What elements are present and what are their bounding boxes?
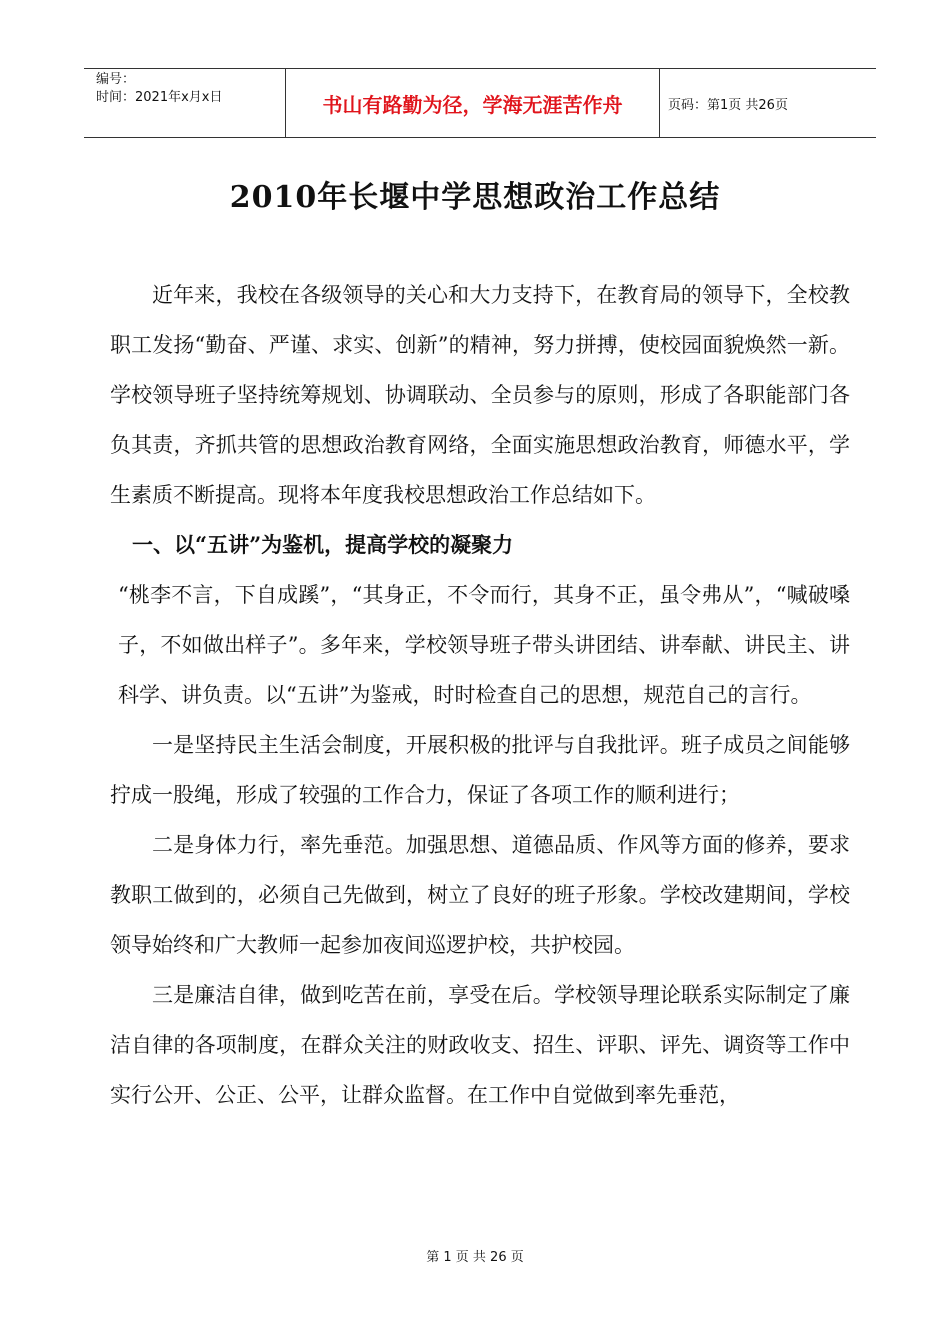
header-meta — [84, 69, 286, 137]
point-three-paragraph: 三是廉洁自律，做到吃苦在前，享受在后。学校领导理论联系实际制定了廉洁自律的各项制度，在群众关注的财政收支、招生、评职、评先、调资等工作中实行公开、公正、公平，让群众监督。在工作中自觉做到率先垂范， — [110, 983, 850, 1107]
time-label: 时间：2021年x月x日 — [96, 90, 223, 105]
page-footer: 第 1 页 共 26 页 — [426, 1250, 524, 1265]
header-page-info: 页码：第1页 共26页 — [668, 97, 788, 113]
page-header — [84, 68, 876, 138]
document-body — [110, 270, 850, 1120]
header-motto: 书山有路勤为径，学海无涯苦作舟 — [286, 69, 660, 137]
quote-paragraph: “桃李不言，下自成蹊”，“其身正，不令而行，其身不正，虽令弗从”，“喊破嗓子，不如做出样子”。多年来，学校领导班子带头讲团结、讲奉献、讲民主、讲科学、讲负责。以“五讲”为鉴戒，时时检查自己的思想，规范自己的言行。 — [118, 583, 850, 707]
document-title: 2010年长堰中学思想政治工作总结 — [229, 180, 721, 215]
number-label: 编号： — [96, 72, 136, 87]
section-heading: 一、以“五讲”为鉴机，提高学校的凝聚力 — [132, 532, 514, 557]
intro-paragraph: 近年来，我校在各级领导的关心和大力支持下，在教育局的领导下，全校教职工发扬“勤奋、严谨、求实、创新”的精神，努力拼搏，使校园面貌焕然一新。学校领导班子坚持统筹规划、协调联动、全员参与的原则，形成了各职能部门各负其责，齐抓共管的思想政治教育网络，全面实施思想政治教育，师德水平，学生素质不断提高。现将本年度我校思想政治工作总结如下。 — [110, 283, 850, 507]
point-two-paragraph: 二是身体力行，率先垂范。加强思想、道德品质、作风等方面的修养，要求教职工做到的，必须自己先做到，树立了良好的班子形象。学校改建期间，学校领导始终和广大教师一起参加夜间巡逻护校，共护校园。 — [110, 833, 850, 957]
point-one-paragraph: 一是坚持民主生活会制度，开展积极的批评与自我批评。班子成员之间能够拧成一股绳，形成了较强的工作合力，保证了各项工作的顺利进行； — [110, 733, 850, 807]
